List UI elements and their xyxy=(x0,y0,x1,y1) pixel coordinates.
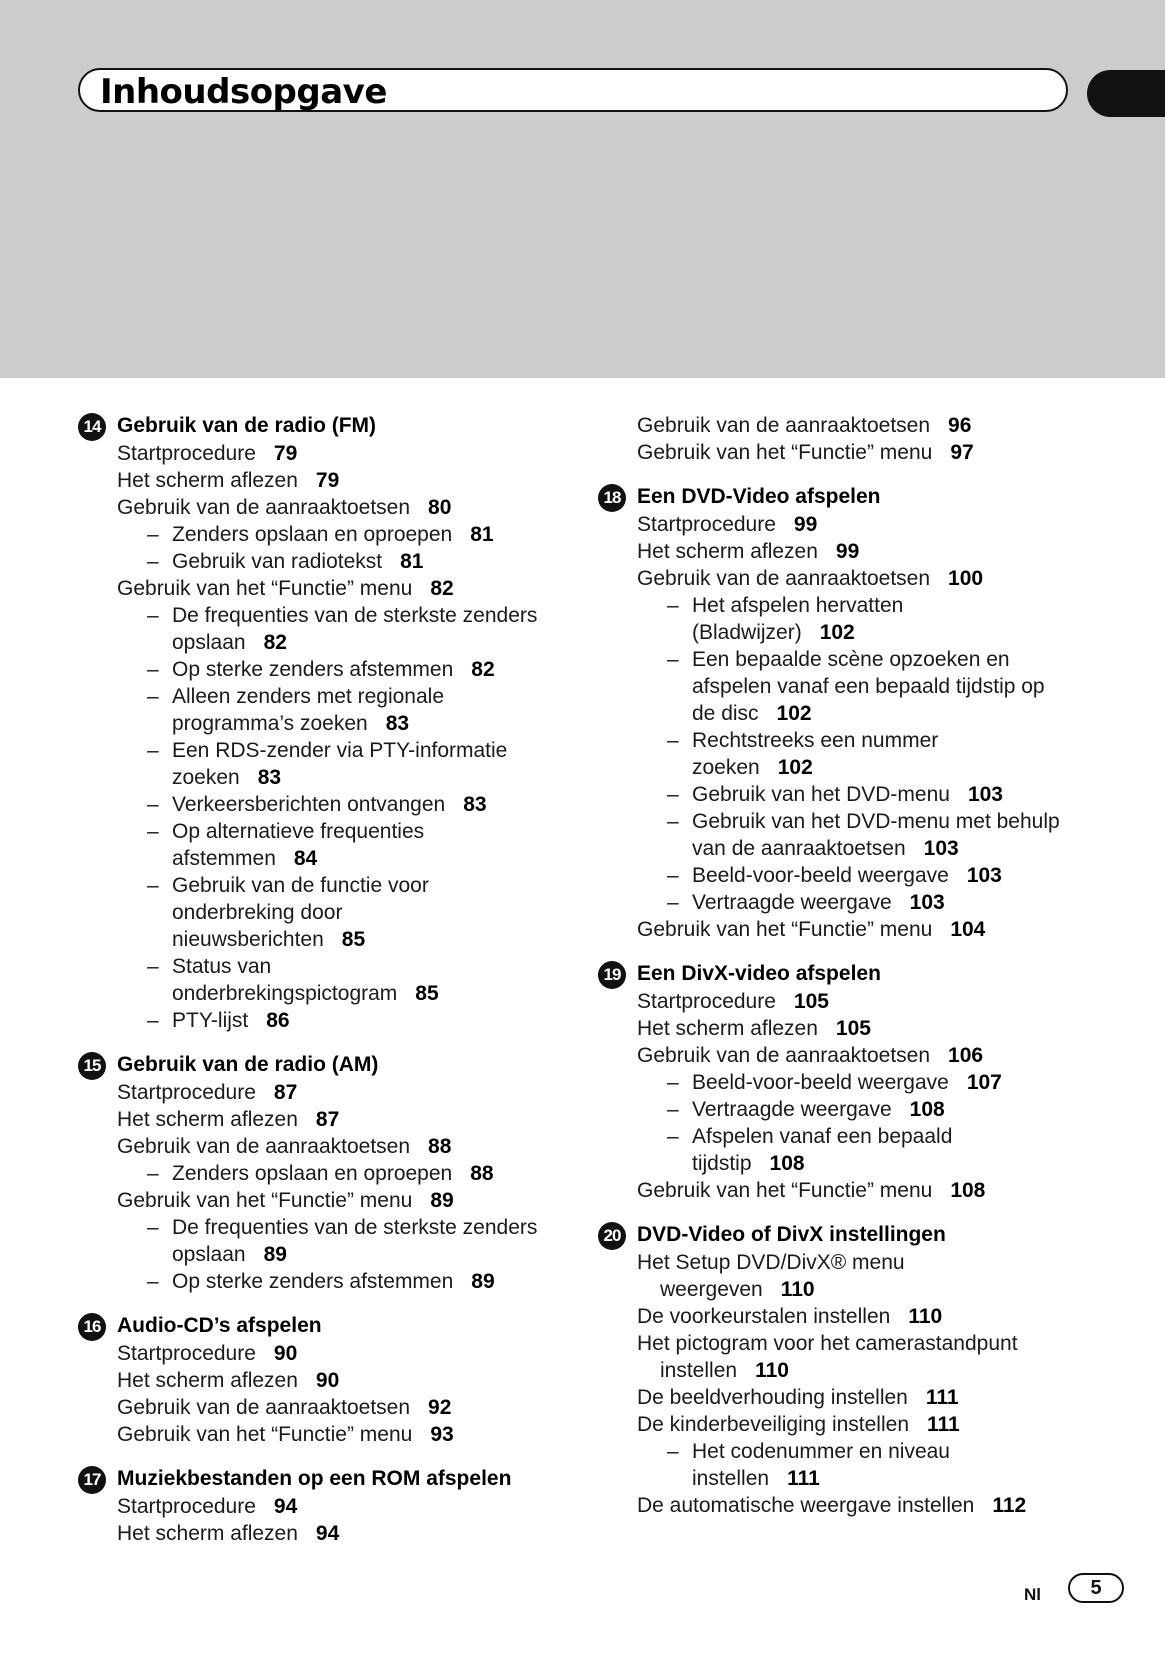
toc-entry-text: Status van xyxy=(172,955,272,978)
toc-page-number: 92 xyxy=(428,1396,452,1419)
toc-entry-text: Gebruik van de aanraaktoetsen xyxy=(117,496,411,519)
toc-entry[interactable] xyxy=(78,980,568,1007)
toc-entry[interactable] xyxy=(598,1492,1088,1519)
toc-entry[interactable] xyxy=(598,592,1088,619)
toc-entry[interactable] xyxy=(78,440,568,467)
toc-entry[interactable] xyxy=(78,683,568,710)
toc-entry[interactable] xyxy=(598,1465,1088,1492)
toc-page-number: 79 xyxy=(273,442,298,465)
toc-entry[interactable] xyxy=(78,899,568,926)
toc-entry-text: Gebruik van het “Functie” menu xyxy=(637,918,933,941)
toc-page-number: 111 xyxy=(927,1413,960,1436)
toc-entry-text: weergeven xyxy=(660,1278,763,1301)
toc-entry[interactable] xyxy=(598,862,1088,889)
toc-entry[interactable] xyxy=(598,727,1088,754)
toc-entry-text: Gebruik van de aanraaktoetsen xyxy=(637,567,931,590)
toc-page-number: 90 xyxy=(315,1369,340,1392)
toc-entry-text: Gebruik van de aanraaktoetsen xyxy=(117,1135,411,1158)
section-heading xyxy=(78,1051,568,1079)
toc-entry-text: Op alternatieve frequenties xyxy=(172,820,425,843)
chapter-number-badge: 16 xyxy=(78,1313,106,1341)
toc-entry-text: Gebruik van de aanraaktoetsen xyxy=(117,1396,411,1419)
toc-page-number: 85 xyxy=(415,982,439,1005)
toc-entry[interactable] xyxy=(78,818,568,845)
toc-entry-text: Het afspelen hervatten xyxy=(692,594,904,617)
section-heading xyxy=(598,960,1088,988)
toc-section xyxy=(598,960,1088,1204)
toc-entry-text: De frequenties van de sterkste zenders xyxy=(172,604,538,627)
toc-page-number: 99 xyxy=(793,513,818,536)
toc-entry-text: zoeken xyxy=(692,756,760,779)
toc-entry[interactable] xyxy=(78,467,568,494)
toc-entry[interactable] xyxy=(78,737,568,764)
toc-page-number: 103 xyxy=(967,783,1003,806)
toc-entry[interactable] xyxy=(598,1438,1088,1465)
chapter-number-badge: 19 xyxy=(598,961,626,989)
toc-entry-text: Het scherm aflezen xyxy=(117,469,298,492)
toc-entry[interactable] xyxy=(598,565,1088,592)
toc-entry-text: Startprocedure xyxy=(117,442,256,465)
toc-entry-text: De kinderbeveiliging instellen xyxy=(637,1413,909,1436)
toc-entry-text: Zenders opslaan en oproepen xyxy=(172,1162,453,1185)
dash-bullet: – xyxy=(667,648,679,671)
toc-page-number: 111 xyxy=(925,1386,959,1409)
dash-bullet: – xyxy=(147,604,159,627)
toc-entry-text: Vertraagde weergave xyxy=(692,891,892,914)
dash-bullet: – xyxy=(667,783,679,806)
toc-entry[interactable] xyxy=(598,889,1088,916)
toc-section xyxy=(78,1312,568,1448)
toc-entry[interactable] xyxy=(78,656,568,683)
toc-entry-text: van de aanraaktoetsen xyxy=(692,837,906,860)
toc-page-number: 103 xyxy=(909,891,945,914)
toc-entry[interactable] xyxy=(598,673,1088,700)
toc-entry[interactable] xyxy=(78,1241,568,1268)
toc-page-number: 79 xyxy=(315,469,340,492)
toc-entry-text: Het scherm aflezen xyxy=(637,540,818,563)
dash-bullet: – xyxy=(147,550,159,573)
dash-bullet: – xyxy=(667,1125,679,1148)
toc-entry-text: Startprocedure xyxy=(117,1081,256,1104)
page-number: 5 xyxy=(1068,1573,1124,1603)
chapter-title-link[interactable]: Een DVD-Video afspelen xyxy=(637,485,881,508)
toc-entry-text: Gebruik van het “Functie” menu xyxy=(637,1179,933,1202)
toc-entry-text: instellen xyxy=(660,1359,738,1382)
section-heading xyxy=(598,483,1088,511)
toc-page-number: 94 xyxy=(315,1522,340,1545)
toc-page-number: 86 xyxy=(266,1009,290,1032)
toc-page-number: 107 xyxy=(966,1071,1002,1094)
toc-entry-text: Beeld-voor-beeld weergave xyxy=(692,864,949,887)
toc-entry-text: Gebruik van het “Functie” menu xyxy=(637,441,933,464)
toc-entry[interactable] xyxy=(598,835,1088,862)
toc-entry[interactable] xyxy=(78,845,568,872)
dash-bullet: – xyxy=(147,1270,159,1293)
section-tab xyxy=(1087,70,1165,117)
page-title: Inhoudsopgave xyxy=(100,72,387,112)
toc-page-number: 97 xyxy=(950,441,974,464)
toc-entry-text: Het scherm aflezen xyxy=(117,1108,298,1131)
toc-page-number: 83 xyxy=(257,766,282,789)
toc-page-number: 81 xyxy=(470,523,494,546)
toc-entry-text: Het codenummer en niveau xyxy=(692,1440,950,1463)
dash-bullet: – xyxy=(147,793,159,816)
toc-section xyxy=(598,412,1088,466)
dash-bullet: – xyxy=(147,523,159,546)
toc-entry-text: Zenders opslaan en oproepen xyxy=(172,523,453,546)
toc-entry-text: afstemmen xyxy=(172,847,276,870)
toc-entry[interactable] xyxy=(78,872,568,899)
toc-entry[interactable] xyxy=(78,629,568,656)
chapter-title-link[interactable]: Gebruik van de radio (AM) xyxy=(117,1053,379,1076)
toc-page-number: 105 xyxy=(793,990,829,1013)
toc-entry-text: Gebruik van de aanraaktoetsen xyxy=(637,414,931,437)
chapter-number-badge: 14 xyxy=(78,413,106,441)
toc-entry-text: opslaan xyxy=(172,631,246,654)
chapter-title-link[interactable]: Gebruik van de radio (FM) xyxy=(117,414,377,437)
toc-entry[interactable] xyxy=(78,710,568,737)
toc-page-number: 82 xyxy=(471,658,495,681)
toc-page-number: 111 xyxy=(787,1467,820,1490)
toc-entry[interactable] xyxy=(78,494,568,521)
toc-page-number: 112 xyxy=(992,1494,1027,1517)
toc-page-number: 85 xyxy=(341,928,366,951)
toc-entry-text: Het scherm aflezen xyxy=(117,1369,298,1392)
toc-page-number: 105 xyxy=(835,1017,871,1040)
dash-bullet: – xyxy=(667,864,679,887)
toc-section xyxy=(78,1051,568,1295)
toc-left-column xyxy=(78,412,568,1564)
dash-bullet: – xyxy=(667,594,679,617)
toc-entry[interactable] xyxy=(598,511,1088,538)
toc-entry[interactable] xyxy=(598,538,1088,565)
toc-page-number: 110 xyxy=(780,1278,815,1301)
toc-entry-text: Beeld-voor-beeld weergave xyxy=(692,1071,949,1094)
toc-page-number: 102 xyxy=(776,702,812,725)
toc-entry-text: Het scherm aflezen xyxy=(637,1017,818,1040)
toc-page-number: 103 xyxy=(923,837,959,860)
toc-entry[interactable] xyxy=(598,808,1088,835)
toc-page-number: 89 xyxy=(263,1243,287,1266)
toc-entry[interactable] xyxy=(78,548,568,575)
toc-entry-text: programma’s zoeken xyxy=(172,712,368,735)
toc-entry-text: Op sterke zenders afstemmen xyxy=(172,658,454,681)
dash-bullet: – xyxy=(667,1440,679,1463)
toc-page-number: 94 xyxy=(273,1495,298,1518)
dash-bullet: – xyxy=(667,729,679,752)
toc-page-number: 110 xyxy=(908,1305,943,1328)
toc-entry[interactable] xyxy=(78,791,568,818)
dash-bullet: – xyxy=(667,1098,679,1121)
toc-entry-text: Een bepaalde scène opzoeken en xyxy=(692,648,1010,671)
toc-entry[interactable] xyxy=(78,1268,568,1295)
toc-entry[interactable] xyxy=(598,439,1088,466)
toc-entry[interactable] xyxy=(78,1394,568,1421)
toc-page-number: 89 xyxy=(430,1189,454,1212)
toc-section xyxy=(598,483,1088,943)
toc-entry[interactable] xyxy=(78,926,568,953)
toc-entry-text: de disc xyxy=(692,702,759,725)
toc-entry-text: PTY-lijst xyxy=(172,1009,249,1032)
toc-entry-text: zoeken xyxy=(172,766,240,789)
toc-entry-text: Op sterke zenders afstemmen xyxy=(172,1270,454,1293)
toc-entry[interactable] xyxy=(78,1106,568,1133)
toc-entry-text: Gebruik van het DVD-menu met behulp xyxy=(692,810,1060,833)
toc-entry-text: Alleen zenders met regionale xyxy=(172,685,444,708)
toc-page-number: 110 xyxy=(755,1359,789,1382)
toc-section xyxy=(78,1465,568,1547)
toc-entry-text: Startprocedure xyxy=(637,513,776,536)
toc-entry-text: nieuwsberichten xyxy=(172,928,324,951)
toc-entry[interactable] xyxy=(598,646,1088,673)
toc-page-number: 103 xyxy=(966,864,1002,887)
toc-entry-text: Gebruik van het DVD-menu xyxy=(692,783,950,806)
toc-entry[interactable] xyxy=(78,521,568,548)
toc-entry[interactable] xyxy=(598,619,1088,646)
toc-page-number: 83 xyxy=(385,712,410,735)
toc-page-number: 108 xyxy=(950,1179,986,1202)
dash-bullet: – xyxy=(667,891,679,914)
toc-page-number: 88 xyxy=(470,1162,494,1185)
toc-page-number: 81 xyxy=(400,550,424,573)
toc-entry-text: onderbreking door xyxy=(172,901,343,924)
toc-entry[interactable] xyxy=(598,1015,1088,1042)
toc-entry[interactable] xyxy=(598,1357,1088,1384)
toc-entry-text: Het pictogram voor het camerastandpunt xyxy=(637,1332,1018,1355)
toc-entry[interactable] xyxy=(598,1384,1088,1411)
toc-entry-text: Gebruik van het “Functie” menu xyxy=(117,1189,413,1212)
toc-entry[interactable] xyxy=(78,1520,568,1547)
toc-entry[interactable] xyxy=(598,1123,1088,1150)
toc-entry[interactable] xyxy=(598,988,1088,1015)
section-heading xyxy=(78,1312,568,1340)
toc-entry-text: De frequenties van de sterkste zenders xyxy=(172,1216,538,1239)
toc-entry[interactable] xyxy=(78,1079,568,1106)
toc-entry-text: Gebruik van het “Functie” menu xyxy=(117,577,413,600)
toc-entry[interactable] xyxy=(78,953,568,980)
toc-entry[interactable] xyxy=(598,1330,1088,1357)
toc-page-number: 102 xyxy=(819,621,855,644)
toc-entry-text: Rechtstreeks een nummer xyxy=(692,729,939,752)
toc-entry[interactable] xyxy=(78,602,568,629)
toc-page-number: 82 xyxy=(430,577,454,600)
toc-entry-text: Vertraagde weergave xyxy=(692,1098,892,1121)
toc-entry[interactable] xyxy=(78,1187,568,1214)
section-heading xyxy=(78,1465,568,1493)
toc-entry-text: Een RDS-zender via PTY-informatie xyxy=(172,739,508,762)
toc-entry[interactable] xyxy=(598,1150,1088,1177)
dash-bullet: – xyxy=(147,658,159,681)
chapter-title-link[interactable]: Muziekbestanden op een ROM afspelen xyxy=(117,1467,512,1490)
toc-entry-text: Het scherm aflezen xyxy=(117,1522,298,1545)
toc-page-number: 108 xyxy=(909,1098,945,1121)
toc-entry[interactable] xyxy=(78,1214,568,1241)
toc-page-number: 104 xyxy=(950,918,986,941)
toc-entry[interactable] xyxy=(598,781,1088,808)
toc-page-number: 88 xyxy=(428,1135,452,1158)
toc-section xyxy=(78,412,568,1034)
toc-entry[interactable] xyxy=(78,1160,568,1187)
toc-entry[interactable] xyxy=(78,1493,568,1520)
toc-entry[interactable] xyxy=(598,1096,1088,1123)
toc-entry-text: Gebruik van radiotekst xyxy=(172,550,383,573)
toc-page-number: 108 xyxy=(769,1152,805,1175)
toc-entry[interactable] xyxy=(598,916,1088,943)
toc-entry-text: Startprocedure xyxy=(117,1342,256,1365)
dash-bullet: – xyxy=(147,1009,159,1032)
toc-entry-text: onderbrekingspictogram xyxy=(172,982,398,1005)
toc-entry[interactable] xyxy=(598,1069,1088,1096)
toc-entry-text: De beeldverhouding instellen xyxy=(637,1386,908,1409)
dash-bullet: – xyxy=(667,810,679,833)
toc-entry-text: De automatische weergave instellen xyxy=(637,1494,975,1517)
toc-page-number: 93 xyxy=(430,1423,454,1446)
toc-entry[interactable] xyxy=(598,1177,1088,1204)
toc-page-number: 82 xyxy=(263,631,287,654)
toc-page-number: 99 xyxy=(835,540,860,563)
toc-page-number: 102 xyxy=(777,756,813,779)
toc-entry[interactable] xyxy=(78,764,568,791)
toc-entry-text: De voorkeurstalen instellen xyxy=(637,1305,891,1328)
toc-entry-text: Gebruik van het “Functie” menu xyxy=(117,1423,413,1446)
toc-entry-text: opslaan xyxy=(172,1243,246,1266)
dash-bullet: – xyxy=(147,820,159,843)
toc-entry[interactable] xyxy=(598,1303,1088,1330)
toc-page-number: 87 xyxy=(273,1081,298,1104)
chapter-number-badge: 17 xyxy=(78,1466,106,1494)
chapter-number-badge: 20 xyxy=(598,1222,626,1250)
toc-section xyxy=(598,1221,1088,1519)
toc-entry[interactable] xyxy=(598,1249,1088,1276)
toc-entry[interactable] xyxy=(78,1340,568,1367)
toc-entry-text: Het Setup DVD/DivX® menu xyxy=(637,1251,905,1274)
toc-entry-text: Startprocedure xyxy=(117,1495,256,1518)
toc-entry[interactable] xyxy=(78,575,568,602)
dash-bullet: – xyxy=(667,1071,679,1094)
toc-entry[interactable] xyxy=(78,1133,568,1160)
toc-entry[interactable] xyxy=(598,412,1088,439)
toc-entry-text: Verkeersberichten ontvangen xyxy=(172,793,446,816)
toc-entry[interactable] xyxy=(78,1367,568,1394)
toc-page-number: 87 xyxy=(315,1108,340,1131)
toc-page-number: 106 xyxy=(948,1044,984,1067)
toc-page-number: 80 xyxy=(428,496,452,519)
toc-page-number: 96 xyxy=(948,414,972,437)
chapter-title-link[interactable]: DVD-Video of DivX instellingen xyxy=(637,1223,946,1246)
dash-bullet: – xyxy=(147,1216,159,1239)
toc-entry[interactable] xyxy=(598,1276,1088,1303)
language-code: Nl xyxy=(1024,1585,1041,1604)
toc-page-number: 83 xyxy=(463,793,487,816)
toc-entry-text: afspelen vanaf een bepaald tijdstip op xyxy=(692,675,1045,698)
toc-page-number: 89 xyxy=(471,1270,495,1293)
chapter-number-badge: 15 xyxy=(78,1052,106,1080)
toc-entry-text: (Bladwijzer) xyxy=(692,621,802,644)
toc-right-column xyxy=(598,412,1088,1536)
dash-bullet: – xyxy=(147,685,159,708)
toc-entry[interactable] xyxy=(598,700,1088,727)
toc-entry-text: Afspelen vanaf een bepaald xyxy=(692,1125,953,1148)
toc-entry[interactable] xyxy=(598,754,1088,781)
toc-entry[interactable] xyxy=(78,1007,568,1034)
toc-entry-text: Gebruik van de functie voor xyxy=(172,874,429,897)
dash-bullet: – xyxy=(147,739,159,762)
section-heading xyxy=(78,412,568,440)
toc-entry-text: Gebruik van de aanraaktoetsen xyxy=(637,1044,931,1067)
toc-entry-text: instellen xyxy=(692,1467,770,1490)
toc-entry[interactable] xyxy=(598,1411,1088,1438)
toc-page-number: 100 xyxy=(948,567,984,590)
chapter-title-link[interactable]: Een DivX-video afspelen xyxy=(637,962,881,985)
toc-entry-text: Startprocedure xyxy=(637,990,776,1013)
toc-entry[interactable] xyxy=(78,1421,568,1448)
dash-bullet: – xyxy=(147,955,159,978)
dash-bullet: – xyxy=(147,1162,159,1185)
toc-page-number: 90 xyxy=(273,1342,298,1365)
toc-page-number: 84 xyxy=(293,847,318,870)
dash-bullet: – xyxy=(147,874,159,897)
section-heading xyxy=(598,1221,1088,1249)
chapter-number-badge: 18 xyxy=(598,484,626,512)
chapter-title-link[interactable]: Audio-CD’s afspelen xyxy=(117,1314,322,1337)
header-band xyxy=(0,0,1165,378)
toc-entry-text: tijdstip xyxy=(692,1152,752,1175)
toc-entry[interactable] xyxy=(598,1042,1088,1069)
